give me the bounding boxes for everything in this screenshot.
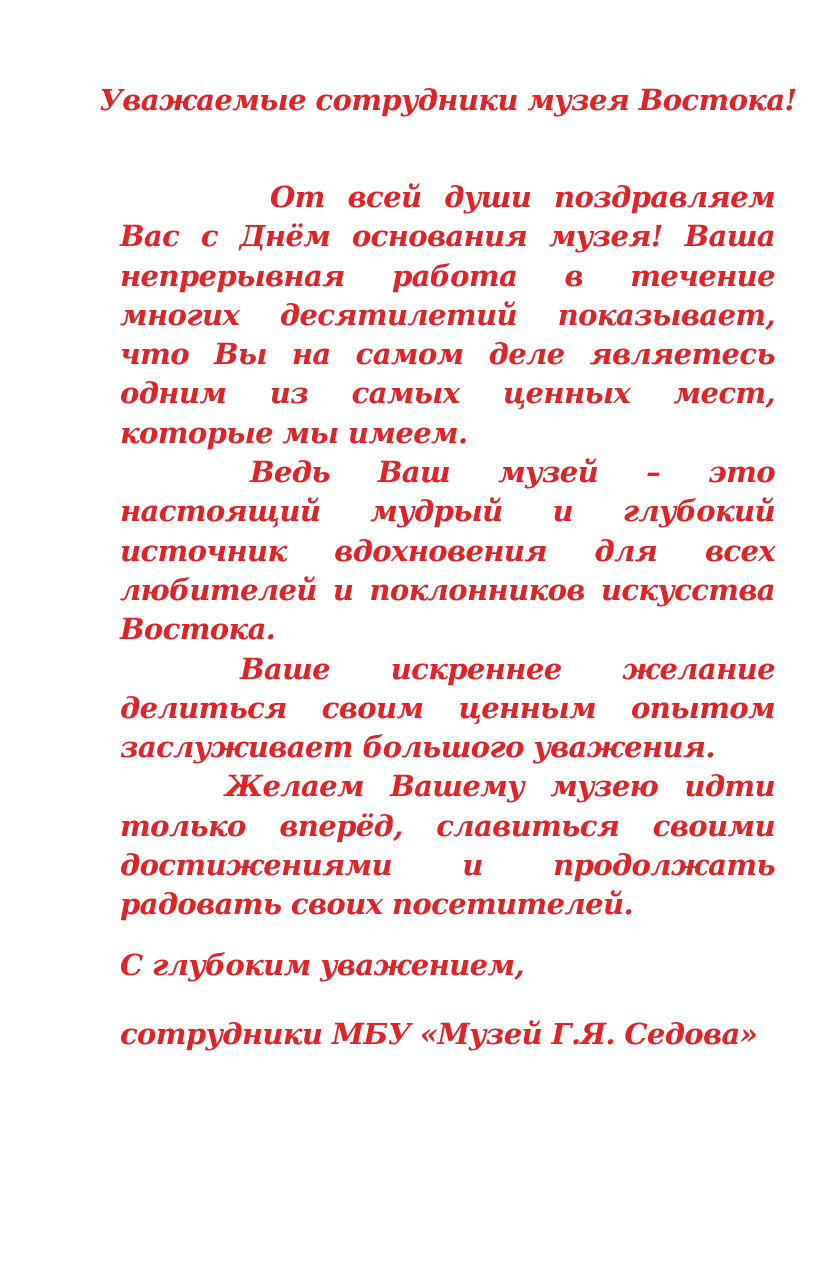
signature-line: сотрудники МБУ «Музей Г.Я. Седова»	[120, 1017, 758, 1051]
paragraph-congratulations: От всей души поздравляем Вас с Днём основания музея! Ваша непрерывная работа в течение многих десятилетий показывает, что Вы на самом деле являетесь одним из самых ценных мест, которые мы имеем.	[120, 180, 775, 450]
paragraph-wishes: Желаем Вашему музею идти только вперёд, славиться своими достижениями и продолжать радовать своих посетителей.	[120, 769, 775, 922]
letter-body	[120, 178, 775, 925]
paragraph-experience: Ваше искреннее желание делиться своим ценным опытом заслуживает большого уважения.	[120, 651, 775, 765]
paragraph-inspiration: Ведь Ваш музей – это настоящий мудрый и глубокий источник вдохновения для всех любителей и поклонников искусства Востока.	[120, 455, 775, 647]
closing-line: С глубоким уважением,	[120, 948, 524, 982]
greeting-heading: Уважаемые сотрудники музея Востока!	[99, 83, 797, 117]
